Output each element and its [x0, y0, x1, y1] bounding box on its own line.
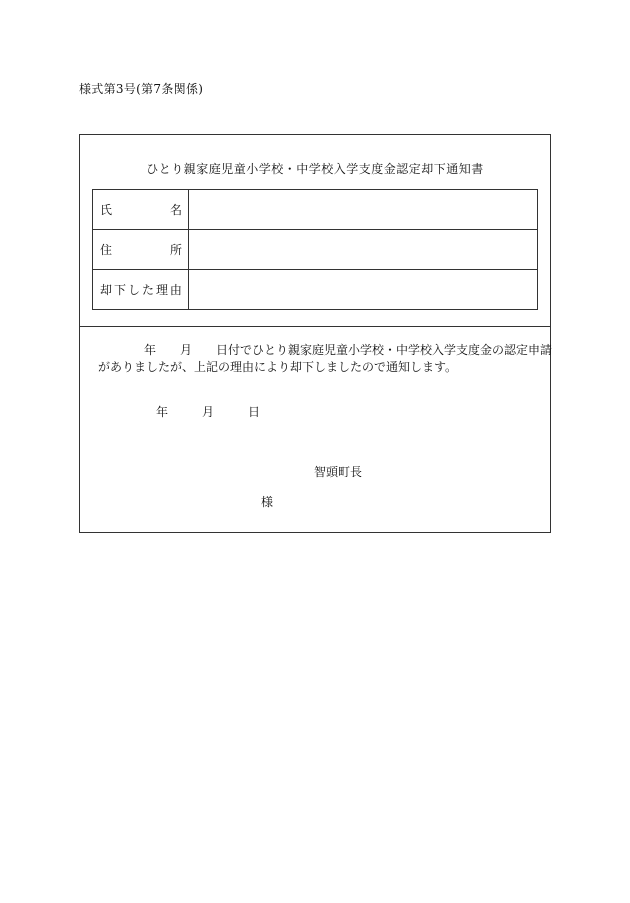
notice-frame	[79, 134, 551, 533]
table-row-name	[93, 190, 538, 230]
date-month: 月	[202, 405, 215, 419]
notice-body	[98, 342, 553, 376]
date-line	[156, 403, 260, 420]
label-name	[93, 190, 189, 230]
notice-year: 年	[144, 343, 157, 357]
notice-line-1-rest: 日付でひとり親家庭児童小学校・中学校入学支度金の認定申請	[216, 343, 553, 357]
value-name[interactable]	[189, 190, 538, 230]
label-reason	[93, 270, 189, 310]
label-char: 由	[169, 283, 182, 297]
label-char: 下	[113, 283, 126, 297]
issuer-title: 智頭町長	[314, 465, 363, 479]
label-address	[93, 230, 189, 270]
label-char: し	[127, 283, 140, 297]
label-char: 理	[155, 283, 168, 297]
label-char: 住	[100, 243, 113, 257]
notice-line-2: がありましたが、上記の理由により却下しましたので通知します。	[98, 360, 458, 374]
table-row-reason	[93, 270, 538, 310]
value-reason[interactable]	[189, 270, 538, 310]
notice-month: 月	[180, 343, 193, 357]
document-title: ひとり親家庭児童小学校・中学校入学支度金認定却下通知書	[146, 162, 484, 176]
form-number: 様式第3号(第7条関係)	[79, 82, 204, 96]
label-char: 氏	[100, 203, 113, 217]
value-address[interactable]	[189, 230, 538, 270]
date-year: 年	[156, 405, 169, 419]
label-char: 名	[169, 203, 182, 217]
addressee-suffix: 様	[261, 495, 274, 509]
info-table	[92, 189, 538, 310]
table-row-address	[93, 230, 538, 270]
date-day: 日	[248, 405, 261, 419]
label-char: 所	[169, 243, 182, 257]
label-char: 却	[100, 283, 113, 297]
section-divider	[80, 326, 550, 327]
label-char: た	[141, 283, 154, 297]
notice-line-1	[98, 342, 553, 359]
